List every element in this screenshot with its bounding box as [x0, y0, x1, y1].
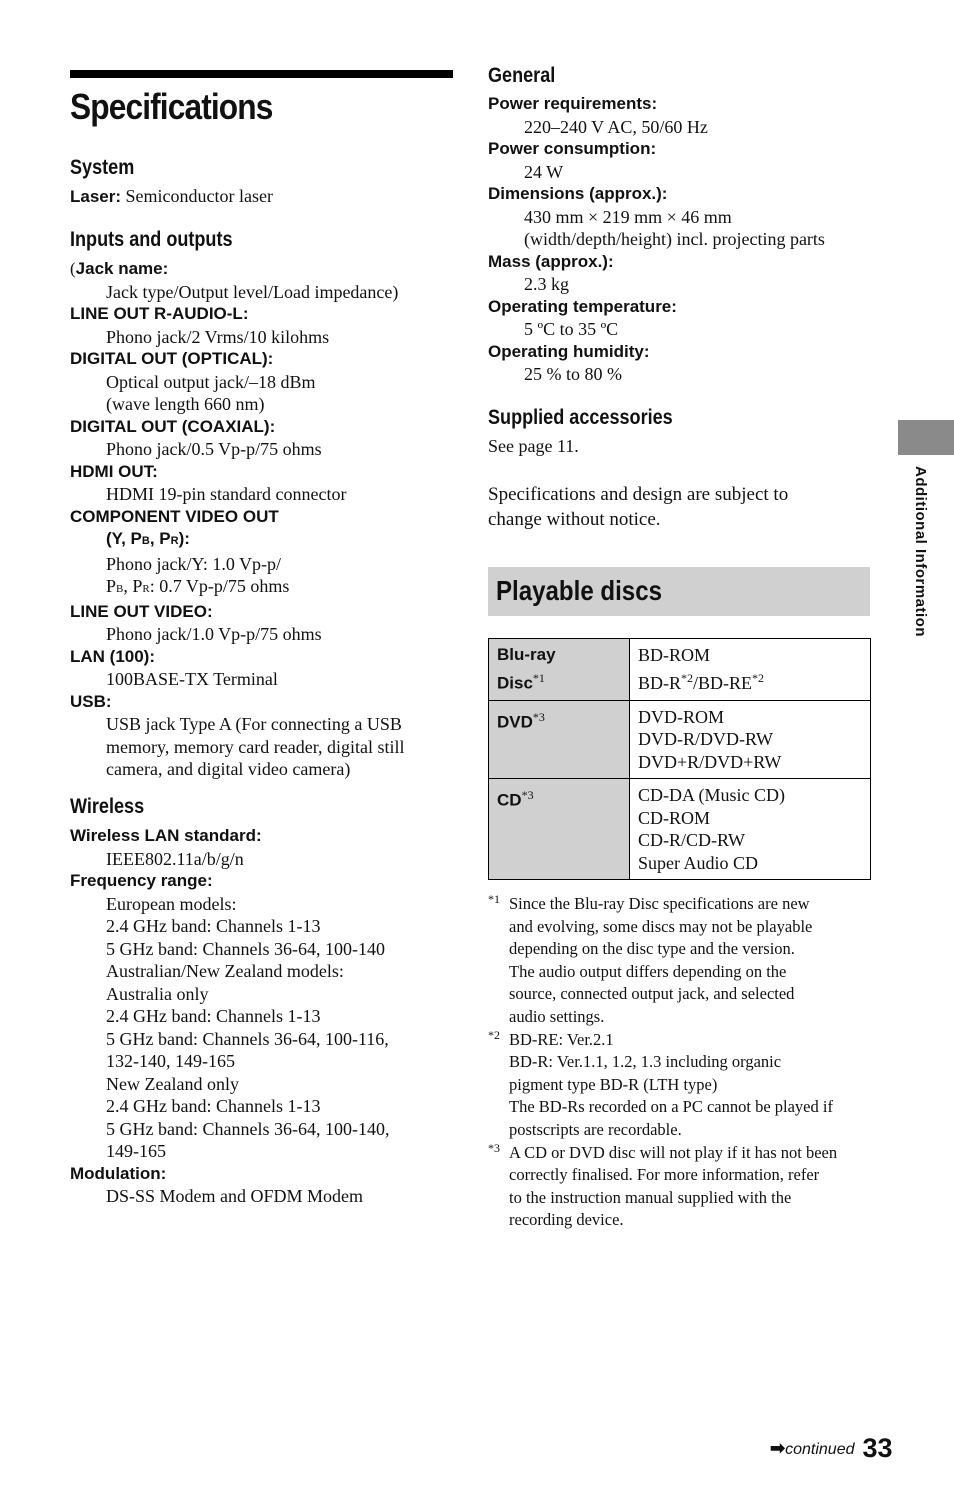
component-value-1: Phono jack/Y: 1.0 Vp-p/: [106, 553, 282, 574]
table-row: [489, 639, 871, 701]
humidity-label: Operating humidity:: [488, 341, 650, 361]
dimensions-value-1: 430 mm × 219 mm × 46 mm: [524, 206, 732, 227]
usb-value-2: memory, memory card reader, digital still: [106, 736, 405, 757]
playable-discs-heading: Playable discs: [496, 575, 662, 606]
system-heading: System: [70, 156, 135, 179]
coaxial-label: DIGITAL OUT (COAXIAL):: [70, 416, 276, 436]
disc-type-cell: CD$^{*3}$: [489, 779, 630, 880]
playable-discs-banner: [488, 567, 870, 616]
power-req-label: Power requirements:: [488, 94, 658, 113]
footnotes: [488, 893, 872, 1232]
humidity-value: 25 % to 80 %: [524, 364, 622, 384]
disc-type-cell: Blu-ray Disc$^{*1}$: [489, 639, 630, 701]
temperature-label: Operating temperature:: [488, 296, 677, 316]
disc-type-cell: DVD$^{*3}$: [489, 700, 630, 779]
general-heading: General: [488, 64, 556, 87]
component-label-2: (Y, PB, PR):: [106, 529, 190, 548]
section-tab-label: Additional Information: [912, 466, 929, 637]
laser-value: Semiconductor laser: [125, 186, 273, 206]
power-req-value: 220–240 V AC, 50/60 Hz: [524, 116, 708, 137]
title-rule: [70, 70, 453, 78]
mass-value: 2.3 kg: [524, 274, 569, 294]
video-value: Phono jack/1.0 Vp-p/75 ohms: [106, 624, 322, 644]
frequency-line: 149-165: [106, 1141, 166, 1161]
notice-block: [488, 482, 872, 532]
frequency-line: European models:: [106, 893, 237, 914]
laser-label: Laser:: [70, 187, 122, 206]
dimensions-label: Dimensions (approx.):: [488, 184, 668, 203]
frequency-line: 2.4 GHz band: Channels 1-13: [106, 916, 321, 936]
coaxial-value: Phono jack/0.5 Vp-p/75 ohms: [106, 439, 322, 459]
general-block: [488, 93, 872, 386]
system-block: [70, 185, 454, 209]
video-label: LINE OUT VIDEO:: [70, 601, 213, 621]
wireless-heading: Wireless: [70, 795, 145, 818]
footnote-mark: *2: [488, 1027, 500, 1042]
io-block: [70, 258, 454, 781]
notice-line-1: Specifications and design are subject to: [488, 484, 789, 505]
wireless-block: [70, 825, 454, 1208]
line-out-value: Phono jack/2 Vrms/10 kilohms: [106, 326, 330, 347]
footnote: *3 A CD or DVD disc will not play if it has not been correctly finalised. For more information, refer to the instruction manual supplied with the recording device.: [488, 1142, 872, 1232]
disc-formats-cell: CD-DA (Music CD) CD-ROM CD-R/CD-RW Super Audio CD: [630, 779, 871, 880]
frequency-line: 5 GHz band: Channels 36-64, 100-116,: [106, 1028, 389, 1049]
modulation-value: DS-SS Modem and OFDM Modem: [106, 1186, 364, 1206]
usb-value-1: USB jack Type A (For connecting a USB: [106, 714, 402, 734]
frequency-line: Australia only: [106, 983, 209, 1004]
frequency-line: Australian/New Zealand models:: [106, 961, 344, 981]
jack-name-value: Jack type/Output level/Load impedance): [106, 281, 399, 302]
jack-name-label: (Jack name:: [70, 259, 169, 278]
accessories-heading: Supplied accessories: [488, 406, 673, 429]
lan-value: 100BASE-TX Terminal: [106, 669, 278, 689]
temperature-value: 5 ºC to 35 ºC: [524, 319, 619, 339]
lan-label: LAN (100):: [70, 646, 156, 666]
playable-discs-table: [488, 638, 871, 880]
frequency-line: 132-140, 149-165: [106, 1051, 235, 1071]
hdmi-label: HDMI OUT:: [70, 461, 158, 481]
usb-label: USB:: [70, 691, 112, 711]
io-heading: Inputs and outputs: [70, 228, 233, 251]
line-out-label: LINE OUT R-AUDIO-L:: [70, 304, 249, 323]
footnote-mark: *3: [488, 1140, 500, 1155]
usb-value-3: camera, and digital video camera): [106, 759, 351, 779]
page-number: 33: [862, 1433, 893, 1463]
frequency-line: 2.4 GHz band: Channels 1-13: [106, 1096, 321, 1116]
notice-line-2: change without notice.: [488, 509, 661, 530]
table-row: [489, 779, 871, 880]
frequency-line: New Zealand only: [106, 1073, 239, 1094]
component-label-1: COMPONENT VIDEO OUT: [70, 506, 279, 526]
frequency-line: 2.4 GHz band: Channels 1-13: [106, 1006, 321, 1026]
dimensions-value-2: (width/depth/height) incl. projecting parts: [524, 229, 825, 249]
accessories-value: See page 11.: [488, 436, 579, 456]
component-value-2: PB, PR: 0.7 Vp-p/75 ohms: [106, 576, 290, 596]
footnote: *1 Since the Blu-ray Disc specifications are new and evolving, some discs may not be playable depending on the disc type and the version. The audio output differs depending on the source, connected output jack, and selected audio settings.: [488, 893, 872, 1029]
table-row: [489, 700, 871, 779]
hdmi-value: HDMI 19-pin standard connector: [106, 484, 347, 504]
disc-formats-cell: DVD-ROM DVD-R/DVD-RW DVD+R/DVD+RW: [630, 700, 871, 779]
disc-formats-cell: BD-ROM $BD-R^{*2}/BD-RE^{*2}$: [630, 639, 871, 701]
page-footer: [770, 1430, 893, 1461]
continued-label: continued: [785, 1441, 855, 1458]
wireless-standard-label: Wireless LAN standard:: [70, 826, 262, 845]
frequency-label: Frequency range:: [70, 871, 213, 890]
optical-label: DIGITAL OUT (OPTICAL):: [70, 349, 274, 368]
modulation-label: Modulation:: [70, 1163, 167, 1183]
optical-value-1: Optical output jack/–18 dBm: [106, 371, 316, 392]
footnote: *2 BD-RE: Ver.2.1 BD-R: Ver.1.1, 1.2, 1.3 including organic pigment type BD-R (LTH type) The BD-Rs recorded on a PC cannot be played if postscripts are recordable.: [488, 1029, 872, 1142]
frequency-line: 5 GHz band: Channels 36-64, 100-140,: [106, 1118, 390, 1139]
footnote-mark: *1: [488, 892, 500, 906]
section-tab-marker: [898, 420, 954, 455]
wireless-standard-value: IEEE802.11a/b/g/n: [106, 848, 244, 869]
frequency-line: 5 GHz band: Channels 36-64, 100-140: [106, 938, 385, 959]
power-cons-value: 24 W: [524, 161, 564, 182]
right-arrow-icon: ➡: [770, 1438, 786, 1458]
optical-value-2: (wave length 660 nm): [106, 394, 265, 414]
page-title: Specifications: [70, 86, 273, 127]
power-cons-label: Power consumption:: [488, 139, 657, 158]
mass-label: Mass (approx.):: [488, 251, 614, 271]
